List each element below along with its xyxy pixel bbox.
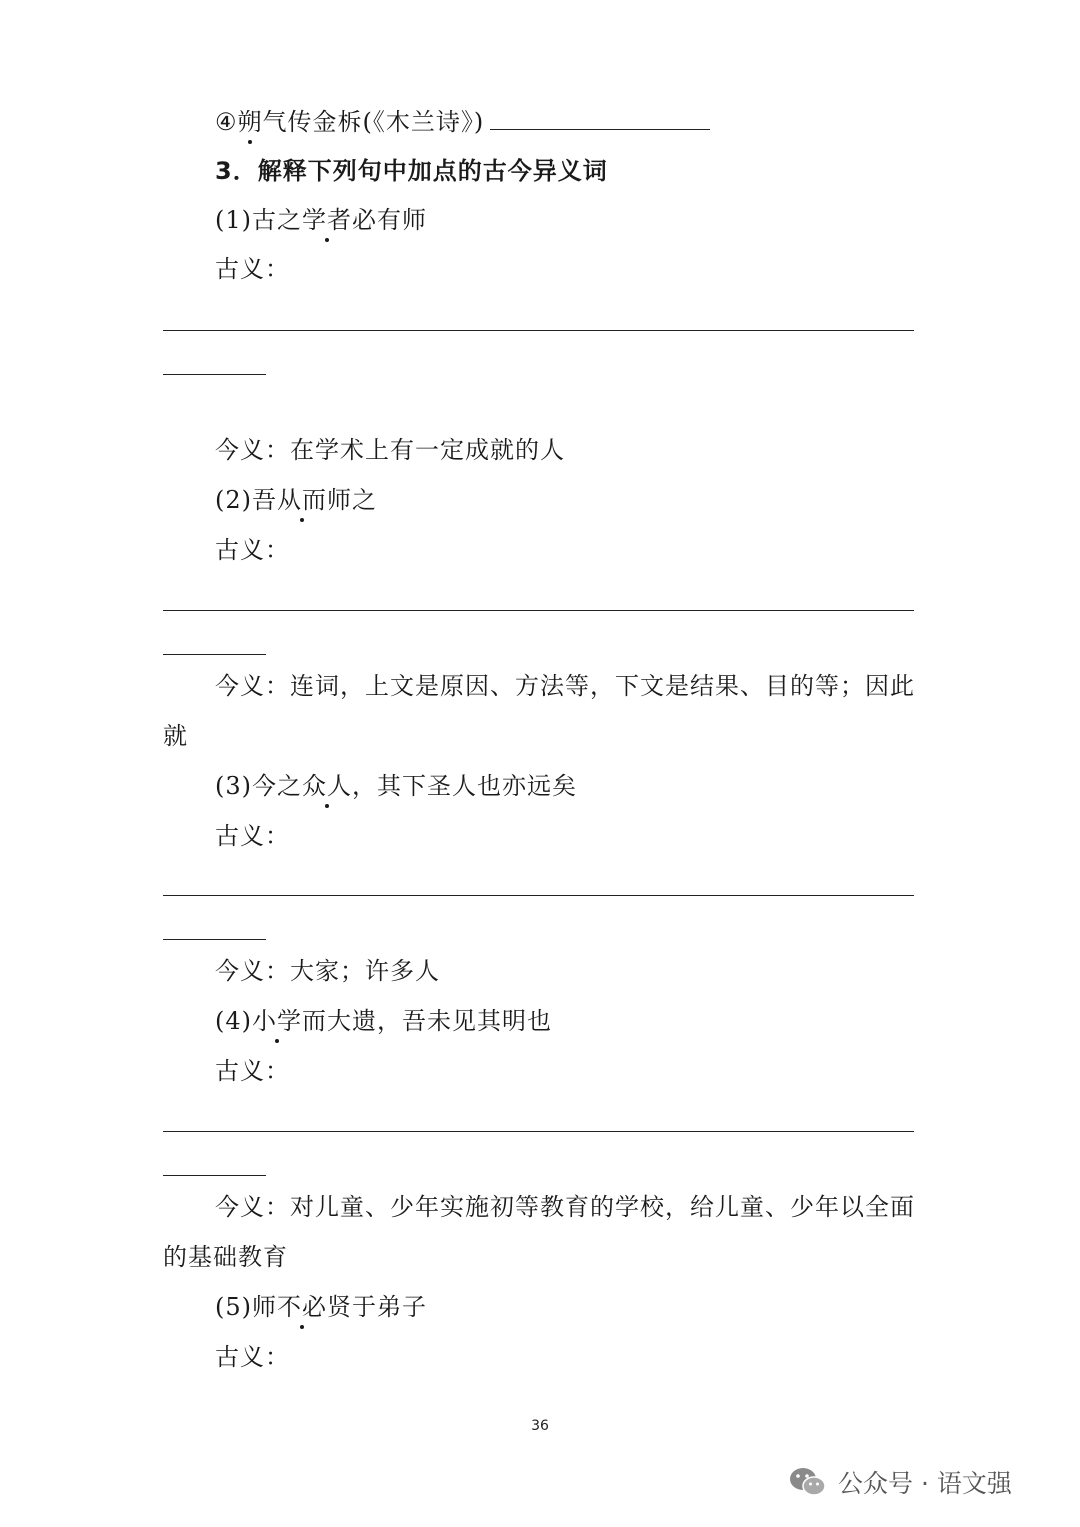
answer-line[interactable] (163, 610, 914, 611)
gu-label-3: 古义： (215, 822, 290, 850)
page-number: 36 (531, 1418, 549, 1434)
question-3-title: 3．解释下列句中加点的古今异义词 (215, 157, 608, 185)
dotted-word: 从而 (277, 486, 327, 514)
dotted-word: 不必 (277, 1293, 327, 1321)
answer-line[interactable] (163, 895, 914, 896)
sentence-3: (3)今之众人，其下圣人也亦远矣 (215, 772, 577, 800)
dotted-word: 学者 (302, 206, 352, 234)
jin-4: 今义：对儿童、少年实施初等教育的学校，给儿童、少年以全面 (215, 1193, 915, 1221)
answer-line[interactable] (163, 330, 914, 331)
answer-line-short[interactable] (163, 1175, 266, 1176)
dotted-word: 众人 (302, 772, 352, 800)
jin-4-cont: 的基础教育 (163, 1243, 288, 1271)
answer-line-short[interactable] (163, 374, 266, 375)
gu-label-1: 古义： (215, 255, 290, 283)
gu-label-5: 古义： (215, 1343, 290, 1371)
dotted-word: 朔 (237, 108, 263, 136)
gu-label-2: 古义： (215, 536, 290, 564)
jin-1: 今义：在学术上有一定成就的人 (215, 436, 565, 464)
watermark (788, 1460, 1012, 1504)
jin-2-cont: 就 (163, 722, 188, 750)
jin-2: 今义：连词，上文是原因、方法等，下文是结果、目的等；因此 (215, 672, 915, 700)
jin-3: 今义：大家；许多人 (215, 957, 440, 985)
sentence-1: (1)古之学者必有师 (215, 206, 427, 234)
answer-line[interactable] (163, 1131, 914, 1132)
answer-line-short[interactable] (163, 654, 266, 655)
watermark-text: 公众号 · 语文强 (838, 1469, 1012, 1498)
sentence-4: (4)小学而大遗，吾未见其明也 (215, 1007, 552, 1035)
item-4-sentence: ④朔气传金柝(《木兰诗》) (215, 106, 710, 138)
sentence-2: (2)吾从而师之 (215, 486, 377, 514)
wechat-icon (788, 1465, 828, 1499)
dotted-word: 小学 (252, 1007, 302, 1035)
gu-label-4: 古义： (215, 1057, 290, 1085)
sentence-5: (5)师不必贤于弟子 (215, 1293, 427, 1321)
answer-line-short[interactable] (163, 939, 266, 940)
answer-blank[interactable] (490, 107, 710, 130)
